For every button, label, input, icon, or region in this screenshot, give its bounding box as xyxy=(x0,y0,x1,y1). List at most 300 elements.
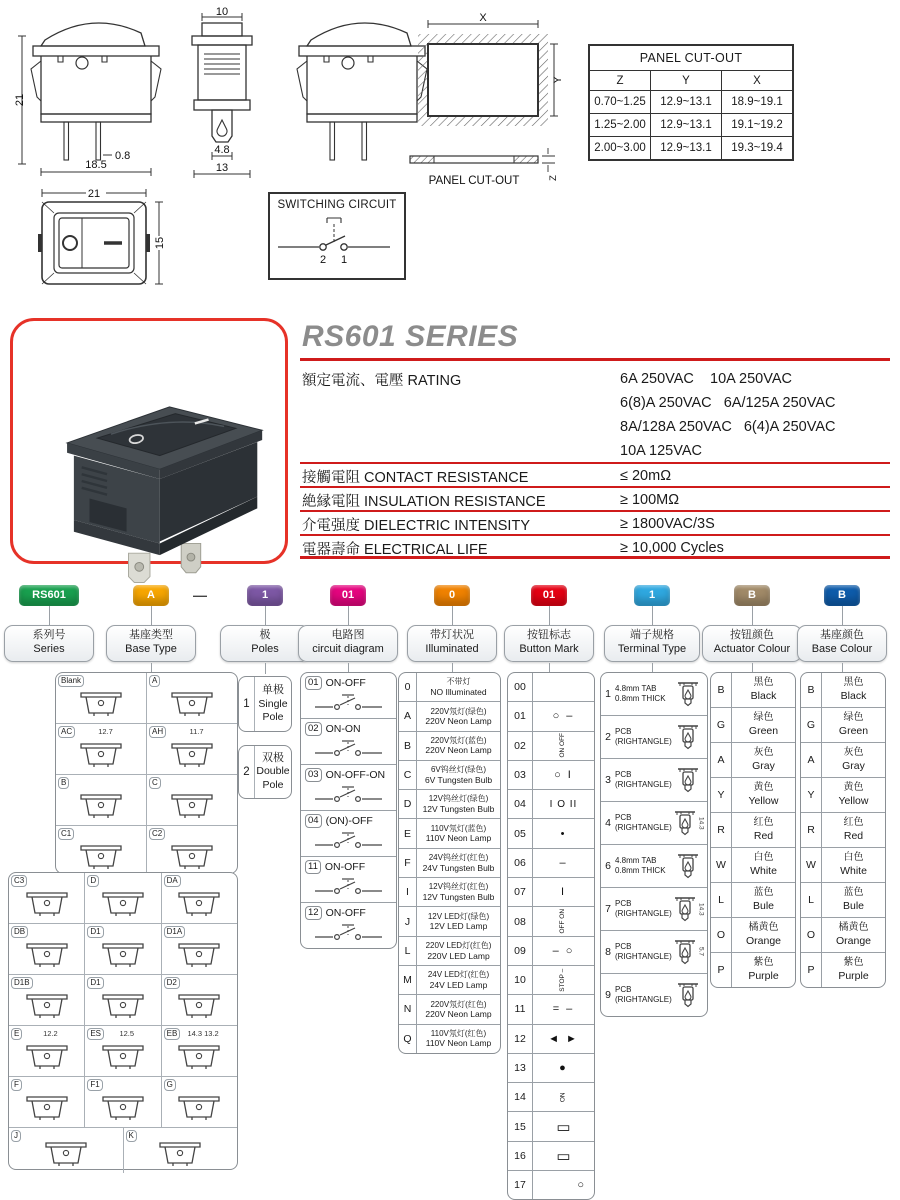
circuit-label-box: 电路图 circuit diagram xyxy=(298,625,398,662)
circuit-function: (ON)-OFF xyxy=(325,815,373,827)
terminal-icon xyxy=(673,894,697,924)
dim-body-width: 18.5 xyxy=(85,159,107,171)
dim-pin-width: 0.8 xyxy=(115,150,131,162)
actuator-colour-option xyxy=(711,673,795,707)
terminal-option xyxy=(601,801,707,844)
terminal-dim: 14.3 xyxy=(697,902,705,916)
illuminated-en: 12V LED Lamp xyxy=(429,921,488,932)
button-mark-code: 11 xyxy=(508,995,533,1023)
button-mark-code: 04 xyxy=(508,790,533,818)
colour-en: Red xyxy=(843,829,864,842)
circuit-schematic-icon xyxy=(313,922,385,944)
terminal-dim: 5.7 xyxy=(697,947,705,957)
circuit-code-badge: 01 xyxy=(330,585,366,606)
button-mark-code: 07 xyxy=(508,878,533,906)
illuminated-option xyxy=(399,906,500,935)
circuit-function: ON-OFF xyxy=(325,907,366,919)
circuit-option xyxy=(301,902,396,948)
spec-life-label: 電器壽命 ELECTRICAL LIFE xyxy=(302,542,488,558)
base-type-cell xyxy=(56,775,146,825)
base-type-code: C3 xyxy=(11,875,27,887)
base-type-cell xyxy=(161,975,237,1025)
button-mark-option xyxy=(508,936,594,965)
poles-option xyxy=(238,745,292,799)
base-type-switch-icon xyxy=(172,1041,226,1071)
illuminated-code: M xyxy=(399,966,417,994)
terminal-type-column xyxy=(600,672,708,1017)
illuminated-option xyxy=(399,818,500,847)
base-type-code: D1A xyxy=(164,926,186,938)
terminal-option xyxy=(601,758,707,801)
button-mark-symbol: • xyxy=(560,827,567,840)
dim-end-bottom: 13 xyxy=(215,162,229,174)
button-mark-option xyxy=(508,1082,594,1111)
base-type-code: G xyxy=(164,1079,176,1091)
colour-zh: 白色 xyxy=(843,852,864,864)
illuminated-code: B xyxy=(399,732,417,760)
base-type-switch-icon xyxy=(96,990,150,1020)
base-type-cell xyxy=(146,826,237,876)
dim-tab-width: 4.8 xyxy=(214,144,230,156)
illuminated-en: 220V Neon Lamp xyxy=(425,1009,492,1020)
button-mark-symbol: OFF ON xyxy=(559,909,567,934)
colour-zh: 紫色 xyxy=(753,957,774,969)
illuminated-code: J xyxy=(399,907,417,935)
ordering-header-poles xyxy=(220,585,310,673)
illuminated-option xyxy=(399,701,500,730)
base-type-code: EB xyxy=(164,1028,181,1040)
base-type-row xyxy=(56,825,237,876)
spec-dielectric-label: 介電强度 DIELECTRIC INTENSITY xyxy=(302,518,530,534)
base-type-code: D1 xyxy=(87,977,103,989)
base-type-dim: 14.3 13.2 xyxy=(187,1029,219,1038)
base-type-switch-icon xyxy=(74,790,128,820)
base-type-switch-icon xyxy=(96,888,150,918)
illuminated-en: 12V Tungsten Bulb xyxy=(422,804,495,815)
connector-line xyxy=(652,606,653,625)
poles-en: Double Pole xyxy=(256,765,290,791)
colour-code: B xyxy=(801,673,822,707)
illuminated-zh: 110V氖灯(红色) xyxy=(430,1028,487,1038)
button-mark-symbol: ON xyxy=(559,1092,567,1103)
base-colour-option xyxy=(801,707,885,742)
base-type-code: J xyxy=(11,1130,21,1142)
button-mark-symbol: ◄ ► xyxy=(548,1032,579,1045)
colour-en: Purple xyxy=(838,969,869,982)
base-type-switch-icon xyxy=(20,1041,74,1071)
actuator-colour-option xyxy=(711,812,795,847)
terminal-line1: PCB xyxy=(615,941,632,951)
colour-code: Y xyxy=(711,778,732,812)
colour-zh: 黄色 xyxy=(843,782,864,794)
base-type-cell xyxy=(84,1026,160,1076)
base-type-switch-icon xyxy=(172,1092,226,1122)
base-type-switch-icon xyxy=(20,939,74,969)
base-type-cell xyxy=(161,1026,237,1076)
base-type-row xyxy=(56,673,237,723)
series-label-box: 系列号 Series xyxy=(4,625,94,662)
illuminated-code: F xyxy=(399,849,417,877)
base-type-dim: 11.7 xyxy=(189,727,204,736)
base-type-switch-icon xyxy=(153,1138,207,1168)
circuit-option xyxy=(301,856,396,902)
base-type-cell xyxy=(56,673,146,723)
colour-en: White xyxy=(840,864,867,877)
base-colour-column xyxy=(800,672,886,988)
terminal-line1: 4.8mm TAB xyxy=(615,855,657,865)
base-type-switch-icon xyxy=(165,688,219,718)
terminal-code: 4 xyxy=(605,817,611,829)
switching-circuit-box xyxy=(268,192,406,280)
illuminated-code: N xyxy=(399,995,417,1023)
base-type-grid-lower xyxy=(8,872,238,1170)
base-type-switch-icon xyxy=(74,841,128,871)
button-mark-symbol: – xyxy=(559,856,568,869)
illuminated-en: 110V Neon Lamp xyxy=(425,833,492,844)
base-type-cell xyxy=(84,924,160,974)
base-type-code: D2 xyxy=(164,977,180,989)
button-mark-symbol: STOP – xyxy=(559,968,567,992)
button-mark-option xyxy=(508,877,594,906)
base-type-switch-icon xyxy=(20,888,74,918)
colour-en: Purple xyxy=(748,969,779,982)
illuminated-zh: 110V氖灯(蓝色) xyxy=(430,823,487,833)
dim-end-top: 10 xyxy=(215,6,229,18)
dim-cutout-x: X xyxy=(479,12,487,24)
base-type-switch-icon xyxy=(165,739,219,769)
circuit-code: 04 xyxy=(305,814,322,828)
base-colour-option xyxy=(801,777,885,812)
button-mark-code: 08 xyxy=(508,907,533,935)
illuminated-code: A xyxy=(399,702,417,730)
colour-en: Black xyxy=(840,689,867,702)
poles-option xyxy=(238,676,292,732)
button-mark-option xyxy=(508,1024,594,1053)
button-mark-symbol: ▭ xyxy=(556,1118,571,1136)
colour-code: G xyxy=(711,708,732,742)
illuminated-zh: 220V氖灯(蓝色) xyxy=(430,735,487,745)
colour-en: Yellow xyxy=(838,794,869,807)
circuit-code: 01 xyxy=(305,676,322,690)
base-colour-option xyxy=(801,812,885,847)
base-colour-option xyxy=(801,917,885,952)
ordering-header-terminal xyxy=(604,585,700,673)
terminal-line2: 0.8mm THICK xyxy=(615,866,666,875)
colour-zh: 蓝色 xyxy=(843,887,864,899)
base-type-switch-icon xyxy=(39,1138,93,1168)
poles-zh: 双极 xyxy=(262,752,284,764)
actuator-colour-option xyxy=(711,847,795,882)
base-type-cell xyxy=(84,1077,160,1127)
terminal-option xyxy=(601,930,707,973)
panel-cutout-table xyxy=(588,44,794,161)
illuminated-en: 12V Tungsten Bulb xyxy=(422,891,495,902)
colour-code: A xyxy=(801,743,822,777)
base-type-cell xyxy=(9,1026,84,1076)
colour-code: P xyxy=(801,953,822,987)
base-type-code: ES xyxy=(87,1028,104,1040)
terminal-line1: PCB xyxy=(615,726,632,736)
illuminated-code: C xyxy=(399,761,417,789)
illuminated-code: L xyxy=(399,937,417,965)
base-type-dim: 12.5 xyxy=(119,1029,135,1038)
terminal-code: 1 xyxy=(605,688,611,700)
colour-en: Red xyxy=(753,829,774,842)
base-colour-code-badge: B xyxy=(824,585,860,606)
panel-cutout-section-label: PANEL CUT-OUT xyxy=(428,175,520,187)
base-colour-option xyxy=(801,952,885,987)
button-mark-option xyxy=(508,731,594,760)
button-mark-code: 05 xyxy=(508,819,533,847)
base-type-cell xyxy=(9,975,84,1025)
colour-en: Bule xyxy=(752,899,774,912)
button-mark-code-badge: 01 xyxy=(531,585,567,606)
panel-table-title: PANEL CUT-OUT xyxy=(589,45,793,71)
terminal-dim: 14.3 xyxy=(697,816,705,830)
button-mark-symbol: I O II xyxy=(549,798,578,810)
colour-zh: 蓝色 xyxy=(753,887,774,899)
button-mark-symbol: I xyxy=(560,886,567,899)
spec-contact-value: ≤ 20mΩ xyxy=(620,468,672,484)
button-mark-option xyxy=(508,906,594,935)
terminal-code-badge: 1 xyxy=(634,585,670,606)
actuator-colour-option xyxy=(711,952,795,987)
circuit-function: ON-OFF xyxy=(325,677,366,689)
product-photo-frame xyxy=(10,318,288,564)
base-type-cell xyxy=(9,1128,123,1173)
poles-code: 2 xyxy=(239,746,255,798)
terminal-label-box: 端子规格 Terminal Type xyxy=(604,625,700,662)
terminal-icon xyxy=(676,765,700,795)
terminal-code: 7 xyxy=(605,903,611,915)
colour-zh: 绿色 xyxy=(843,712,864,724)
terminal-icon xyxy=(676,722,700,752)
colour-zh: 红色 xyxy=(753,817,774,829)
colour-code: W xyxy=(801,848,822,882)
base-type-code: DA xyxy=(164,875,181,887)
button-mark-code: 15 xyxy=(508,1112,533,1140)
button-mark-code: 12 xyxy=(508,1025,533,1053)
product-photo xyxy=(13,321,285,561)
illuminated-option xyxy=(399,673,500,701)
actuator-colour-column xyxy=(710,672,796,988)
button-mark-code: 00 xyxy=(508,673,533,701)
illuminated-option xyxy=(399,936,500,965)
base-type-cell xyxy=(84,873,160,923)
button-mark-option xyxy=(508,1111,594,1140)
terminal-icon xyxy=(673,937,697,967)
illuminated-option xyxy=(399,848,500,877)
circuit-function: ON-OFF-ON xyxy=(325,769,386,781)
button-mark-option xyxy=(508,673,594,701)
terminal-icon xyxy=(676,679,700,709)
colour-zh: 橘黄色 xyxy=(838,922,869,934)
button-mark-option xyxy=(508,701,594,730)
base-type-row xyxy=(9,1076,237,1127)
connector-line xyxy=(348,606,349,625)
base-type-code: B xyxy=(58,777,69,789)
base-type-dim: 12.2 xyxy=(43,1029,58,1038)
colour-en: Green xyxy=(748,724,779,737)
base-type-code: C1 xyxy=(58,828,74,840)
switching-circuit-schematic xyxy=(270,211,398,267)
base-type-row xyxy=(56,723,237,774)
terminal-code: 3 xyxy=(605,774,611,786)
series-title: RS601 SERIES xyxy=(302,320,519,353)
button-mark-option xyxy=(508,994,594,1023)
illuminated-zh: 不带灯 xyxy=(446,677,471,687)
base-type-code: K xyxy=(126,1130,137,1142)
illuminated-en: 220V Neon Lamp xyxy=(425,745,492,756)
actuator-colour-option xyxy=(711,742,795,777)
poles-code: 1 xyxy=(239,677,255,731)
base-colour-option xyxy=(801,847,885,882)
spec-dielectric-value: ≥ 1800VAC/3S xyxy=(620,516,715,532)
circuit-function: ON-ON xyxy=(325,723,361,735)
base-type-row xyxy=(9,1127,237,1173)
button-mark-option xyxy=(508,760,594,789)
button-mark-code: 09 xyxy=(508,937,533,965)
button-mark-code: 13 xyxy=(508,1054,533,1082)
colour-code: O xyxy=(711,918,732,952)
colour-code: L xyxy=(801,883,822,917)
circuit-option xyxy=(301,673,396,718)
base-type-cell xyxy=(56,724,146,774)
series-code-badge: RS601 xyxy=(19,585,79,606)
base-type-row xyxy=(9,974,237,1025)
panel-table-row: 1.25~2.00 12.9~13.1 19.1~19.2 xyxy=(589,114,793,137)
colour-en: Bule xyxy=(842,899,864,912)
ordering-header-illuminated xyxy=(407,585,497,673)
colour-code: Y xyxy=(801,778,822,812)
base-type-row xyxy=(9,873,237,923)
ordering-header-series xyxy=(4,585,94,673)
panel-table-row: 0.70~1.25 12.9~13.1 18.9~19.1 xyxy=(589,91,793,114)
illuminated-en: 24V LED Lamp xyxy=(429,979,488,990)
button-mark-code: 14 xyxy=(508,1083,533,1111)
illuminated-zh: 6V钨丝灯(绿色) xyxy=(430,765,487,775)
base-type-switch-icon xyxy=(20,1092,74,1122)
colour-zh: 灰色 xyxy=(843,747,864,759)
colour-code: W xyxy=(711,848,732,882)
base-type-switch-icon xyxy=(20,990,74,1020)
illuminated-option xyxy=(399,789,500,818)
base-type-code: E xyxy=(11,1028,22,1040)
illuminated-code: Q xyxy=(399,1025,417,1053)
circuit-code: 02 xyxy=(305,722,322,736)
illuminated-zh: 12V钨丝灯(绿色) xyxy=(428,794,489,804)
base-type-grid-upper xyxy=(55,672,238,874)
base-type-switch-icon xyxy=(74,739,128,769)
terminal-line2: (RIGHTANGLE) xyxy=(615,823,672,832)
circuit-schematic-icon xyxy=(313,876,385,898)
terminal-line1: 4.8mm TAB xyxy=(615,683,657,693)
button-mark-code: 06 xyxy=(508,849,533,877)
side-view-drawing-left xyxy=(12,6,182,184)
connector-line xyxy=(49,606,50,625)
button-mark-option xyxy=(508,1141,594,1170)
button-mark-symbol: = – xyxy=(552,1003,575,1016)
connector-line xyxy=(549,606,550,625)
base-type-switch-icon xyxy=(172,888,226,918)
base-type-cell xyxy=(161,873,237,923)
terminal-line2: 0.8mm THICK xyxy=(615,694,666,703)
colour-en: Gray xyxy=(842,759,865,772)
colour-zh: 灰色 xyxy=(753,747,774,759)
terminal-code: 8 xyxy=(605,946,611,958)
illuminated-en: 24V Tungsten Bulb xyxy=(422,862,495,873)
circuit-option xyxy=(301,764,396,810)
panel-cutout-section-drawing xyxy=(402,146,562,192)
base-type-cell xyxy=(9,1077,84,1127)
base-type-switch-icon xyxy=(165,790,219,820)
terminal-code: 9 xyxy=(605,989,611,1001)
poles-label-box: 极 Poles xyxy=(220,625,310,662)
base-type-switch-icon xyxy=(172,939,226,969)
base-type-row xyxy=(9,1025,237,1076)
terminal-line2: (RIGHTANGLE) xyxy=(615,952,672,961)
connector-line xyxy=(752,606,753,625)
dim-cutout-y: Y xyxy=(552,76,564,84)
divider-line xyxy=(300,358,890,361)
actuator-colour-option xyxy=(711,707,795,742)
colour-zh: 橘黄色 xyxy=(748,922,779,934)
panel-col-y: Y xyxy=(651,71,722,91)
illuminated-zh: 220V氖灯(红色) xyxy=(430,999,487,1009)
panel-col-x: X xyxy=(722,71,794,91)
circuit-schematic-icon xyxy=(313,830,385,852)
terminal-2-label: 2 xyxy=(319,254,327,266)
illuminated-option xyxy=(399,994,500,1023)
button-mark-code: 02 xyxy=(508,732,533,760)
spec-rating-values: 6A 250VAC 10A 250VAC 6(8)A 250VAC 6A/125A 250VAC 8A/128A 250VAC 6(4)A 250VAC 10A 125VAC xyxy=(620,371,836,459)
colour-zh: 绿色 xyxy=(753,712,774,724)
circuit-schematic-icon xyxy=(313,738,385,760)
base-type-cell xyxy=(146,724,237,774)
switching-circuit-title: SWITCHING CIRCUIT xyxy=(277,199,397,211)
terminal-line1: PCB xyxy=(615,898,632,908)
colour-code: R xyxy=(801,813,822,847)
illuminated-column xyxy=(398,672,501,1054)
colour-zh: 黑色 xyxy=(843,677,864,689)
button-mark-symbol: ● xyxy=(559,1062,568,1074)
base-type-cell xyxy=(56,826,146,876)
terminal-option xyxy=(601,715,707,758)
colour-en: Black xyxy=(750,689,777,702)
dim-cutout-z: Z xyxy=(548,175,559,181)
poles-code-badge: 1 xyxy=(247,585,283,606)
terminal-code: 6 xyxy=(605,860,611,872)
circuit-schematic-icon xyxy=(313,784,385,806)
base-type-row xyxy=(9,923,237,974)
illuminated-zh: 24V钨丝灯(红色) xyxy=(428,853,489,863)
colour-code: G xyxy=(801,708,822,742)
connector-line xyxy=(151,606,152,625)
terminal-line2: (RIGHTANGLE) xyxy=(615,780,672,789)
button-mark-code: 03 xyxy=(508,761,533,789)
panel-cutout-table-wrap xyxy=(588,44,794,161)
terminal-option xyxy=(601,673,707,715)
end-view-drawing xyxy=(172,6,272,184)
button-mark-option xyxy=(508,848,594,877)
illuminated-code: E xyxy=(399,819,417,847)
illuminated-zh: 24V LED灯(红色) xyxy=(427,970,490,980)
illuminated-option xyxy=(399,760,500,789)
base-type-switch-icon xyxy=(96,1092,150,1122)
button-mark-option xyxy=(508,1170,594,1199)
illuminated-code: D xyxy=(399,790,417,818)
colour-code: P xyxy=(711,953,732,987)
